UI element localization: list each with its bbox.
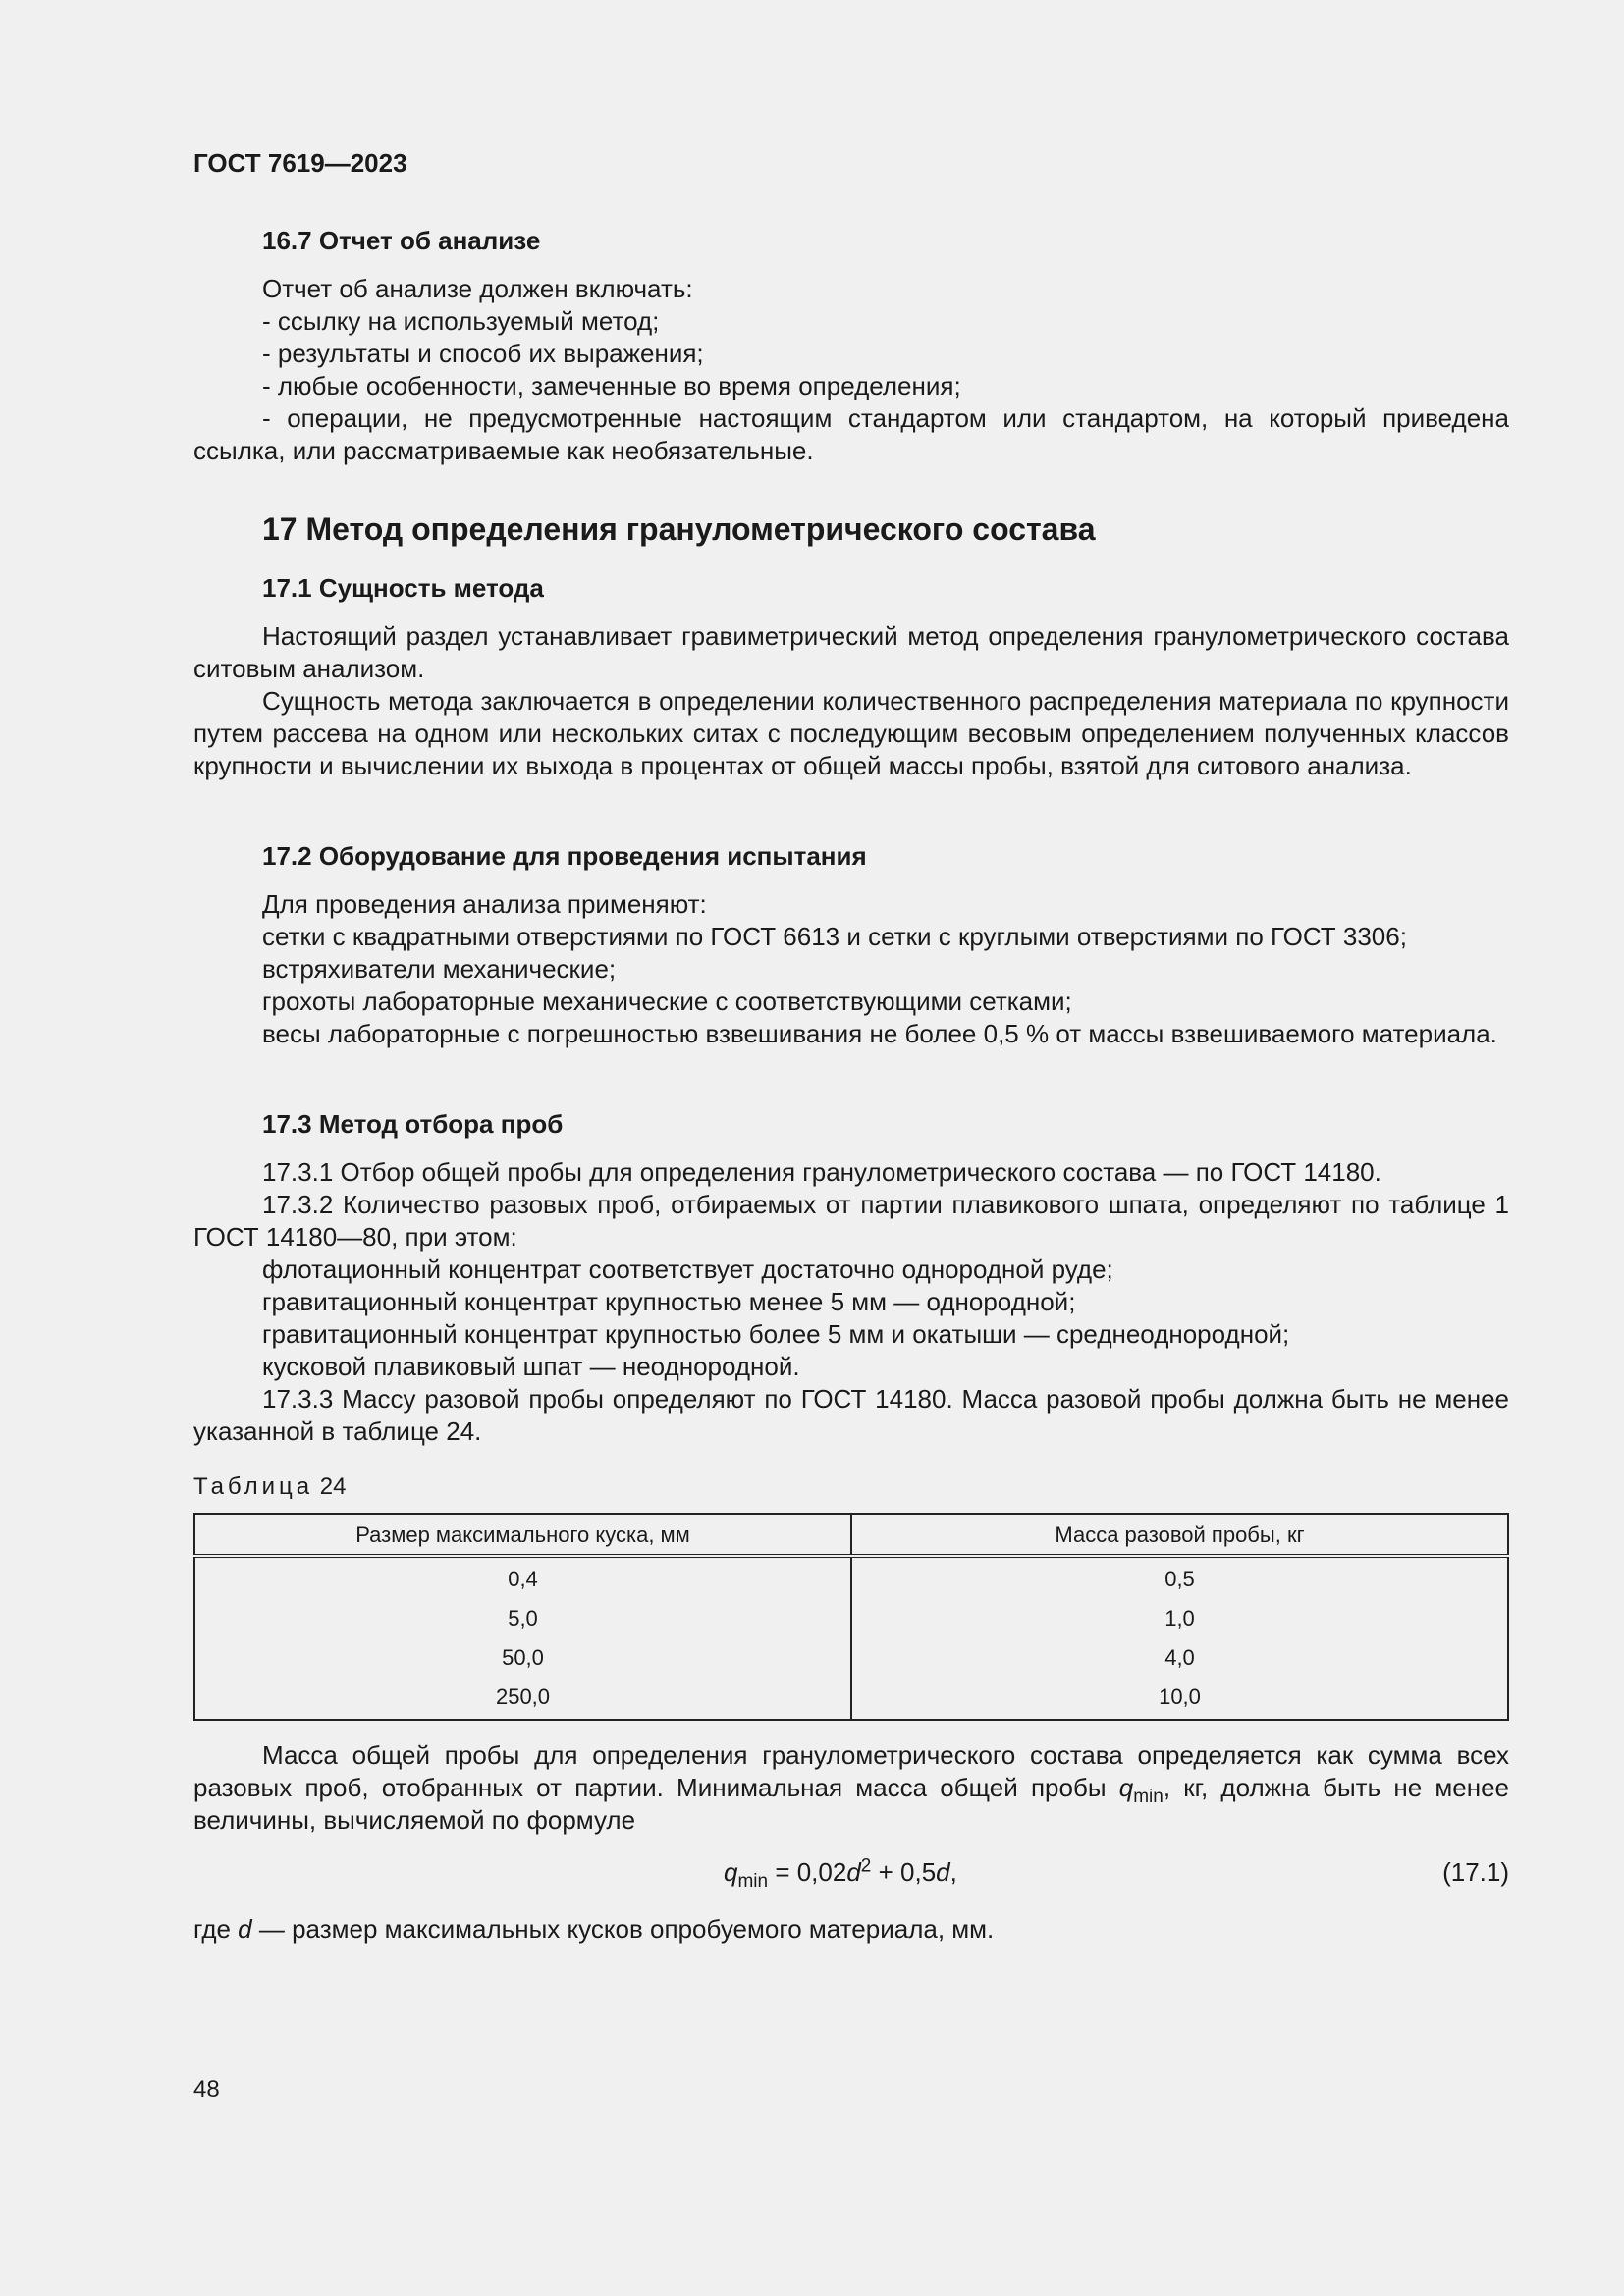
table-row bbox=[194, 1556, 1508, 1598]
text-run: Масса общей пробы для определения гранулометрического состава определяется как сумма всех разовых проб, отобранных от партии. Минимальная масса общей пробы bbox=[193, 1740, 1509, 1802]
section-title: 17.2 Оборудование для проведения испытания bbox=[262, 841, 867, 871]
table-cell: 1,0 bbox=[851, 1598, 1508, 1637]
paragraph: Настоящий раздел устанавливает гравиметрический метод определения гранулометрического состава ситовым анализом. bbox=[193, 621, 1509, 683]
table-row bbox=[194, 1598, 1508, 1637]
subscript: min bbox=[737, 1871, 769, 1893]
table-cell: 50,0 bbox=[194, 1637, 851, 1677]
table-cell: 0,5 bbox=[851, 1556, 1508, 1598]
list-item: весы лабораторные с погрешностью взвешивания не более 0,5 % от массы взвешиваемого материала. bbox=[262, 1019, 1497, 1048]
section-17-3 bbox=[193, 1108, 1509, 1448]
list-item: - операции, не предусмотренные настоящим стандартом или стандартом, на который приведена ссылка, или рассматриваемые как необязательные. bbox=[193, 403, 1509, 465]
variable-d: d bbox=[846, 1857, 861, 1887]
text-run: + 0,5 bbox=[871, 1857, 937, 1887]
formula-block bbox=[193, 1739, 1509, 1946]
section-title: 17.1 Сущность метода bbox=[262, 573, 544, 603]
superscript: 2 bbox=[860, 1855, 872, 1877]
list-item: гравитационный концентрат крупностью более 5 мм и окатыши — среднеоднородной; bbox=[262, 1319, 1290, 1349]
text-run: , кг, должна быть не менее величины, вычисляемой по формуле bbox=[193, 1773, 1509, 1835]
variable-d: d bbox=[238, 1914, 252, 1944]
table-cell: 10,0 bbox=[851, 1677, 1508, 1720]
text-run: где bbox=[193, 1914, 239, 1944]
list-item: кусковой плавиковый шпат — неоднородной. bbox=[262, 1352, 800, 1381]
paragraph: Для проведения анализа применяют: bbox=[262, 889, 707, 919]
paragraph: 17.3.3 Массу разовой пробы определяют по ГОСТ 14180. Масса разовой пробы должна быть не менее указанной в таблице 24. bbox=[193, 1384, 1509, 1446]
variable-q: q bbox=[1118, 1773, 1134, 1802]
text-run: — размер максимальных кусков опробуемого материала, мм. bbox=[251, 1914, 995, 1944]
section-17 bbox=[193, 509, 1509, 549]
list-item: флотационный концентрат соответствует достаточно однородной руде; bbox=[262, 1255, 1113, 1284]
table-cell: 4,0 bbox=[851, 1637, 1508, 1677]
table-cell: 5,0 bbox=[194, 1598, 851, 1637]
table-row bbox=[194, 1677, 1508, 1720]
list-item: гравитационный концентрат крупностью менее 5 мм — однородной; bbox=[262, 1287, 1076, 1316]
paragraph: 17.3.2 Количество разовых проб, отбираемых от партии плавикового шпата, определяют по таблице 1 ГОСТ 14180—80, при этом: bbox=[193, 1190, 1509, 1252]
table-caption-word: Таблица bbox=[193, 1473, 314, 1500]
list-item: сетки с квадратными отверстиями по ГОСТ 6613 и сетки с круглыми отверстиями по ГОСТ 3306; bbox=[262, 922, 1407, 951]
section-17-2 bbox=[193, 840, 1509, 1050]
list-item: - результаты и способ их выражения; bbox=[262, 339, 704, 368]
document-id: ГОСТ 7619—2023 bbox=[193, 148, 407, 178]
paragraph bbox=[193, 1739, 1509, 1837]
text-run: = 0,02 bbox=[768, 1857, 847, 1887]
page-number: 48 bbox=[193, 2076, 220, 2103]
formula-expression bbox=[724, 1855, 957, 1893]
paragraph bbox=[193, 1913, 1509, 1946]
table-row bbox=[194, 1637, 1508, 1677]
paragraph: Сущность метода заключается в определении количественного распределения материала по крупности путем рассева на одном или нескольких ситах с последующим весовым определением полученных классов крупности и вычислении их выхода в процентах от общей массы пробы, взятой для ситового анализа. bbox=[193, 686, 1509, 780]
formula-17-1 bbox=[193, 1856, 1509, 1896]
variable-d: d bbox=[936, 1857, 950, 1887]
formula-number: (17.1) bbox=[1442, 1857, 1509, 1887]
section-17-1 bbox=[193, 572, 1509, 782]
table-header-row bbox=[194, 1514, 1508, 1556]
list-item: встряхиватели механические; bbox=[262, 954, 617, 984]
subscript: min bbox=[1133, 1787, 1164, 1808]
list-item: грохоты лабораторные механические с соответствующими сетками; bbox=[262, 987, 1072, 1016]
section-title: 17.3 Метод отбора проб bbox=[262, 1109, 564, 1139]
list-item: - ссылку на используемый метод; bbox=[262, 306, 660, 336]
table-caption-number: 24 bbox=[319, 1473, 347, 1500]
chapter-title: 17 Метод определения гранулометрического состава bbox=[262, 511, 1096, 547]
table-cell: 0,4 bbox=[194, 1556, 851, 1598]
column-header: Размер максимального куска, мм bbox=[194, 1514, 851, 1556]
variable-q: q bbox=[724, 1857, 738, 1887]
section-16-7 bbox=[193, 225, 1509, 467]
section-title: 16.7 Отчет об анализе bbox=[262, 226, 541, 255]
text-run: , bbox=[949, 1857, 957, 1887]
column-header: Масса разовой пробы, кг bbox=[851, 1514, 1508, 1556]
paragraph: Отчет об анализе должен включать: bbox=[262, 274, 693, 303]
table-cell: 250,0 bbox=[194, 1677, 851, 1720]
table-24-block bbox=[193, 1470, 1509, 1721]
paragraph: 17.3.1 Отбор общей пробы для определения гранулометрического состава — по ГОСТ 14180. bbox=[262, 1157, 1381, 1187]
list-item: - любые особенности, замеченные во время определения; bbox=[262, 371, 961, 400]
table-caption bbox=[193, 1470, 1509, 1503]
table-24 bbox=[193, 1513, 1509, 1721]
